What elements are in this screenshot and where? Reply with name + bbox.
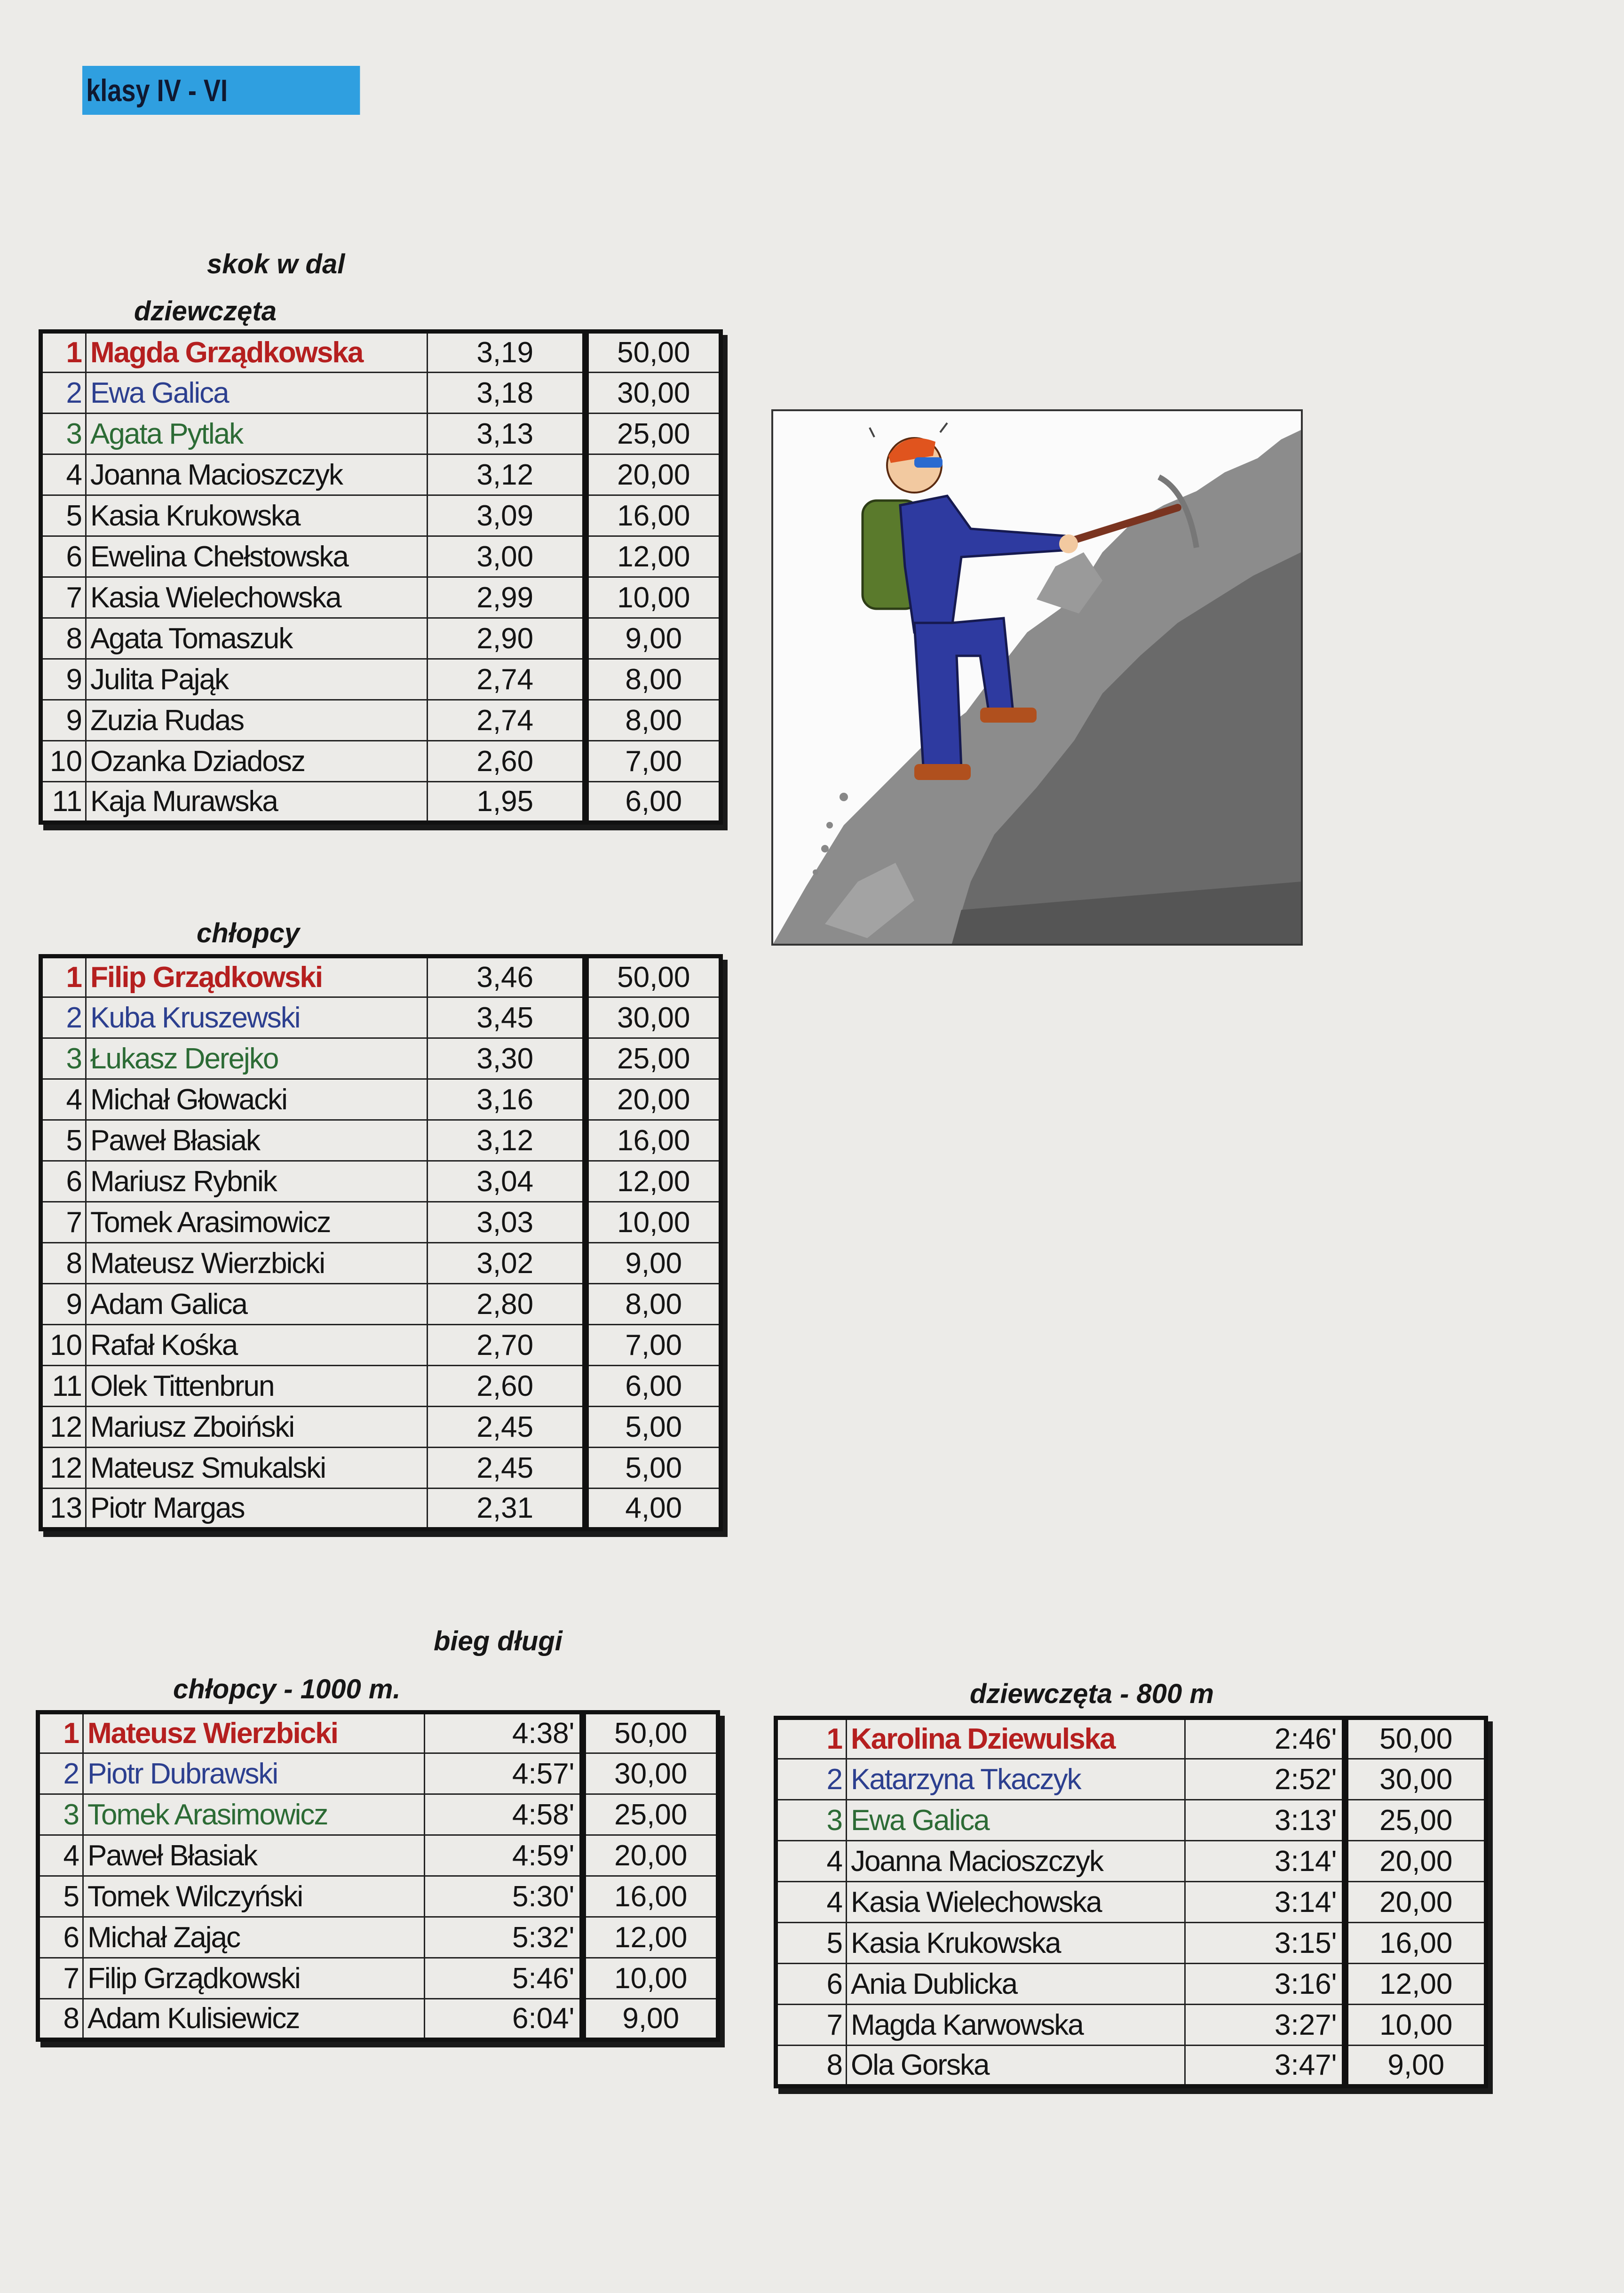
table-row xyxy=(41,1448,721,1489)
place-cell: 3 xyxy=(776,1800,847,1841)
table-row xyxy=(776,1759,1486,1800)
result-cell: 2,45 xyxy=(428,1407,586,1448)
points-cell: 4,00 xyxy=(586,1489,721,1529)
table-row xyxy=(38,1794,718,1835)
result-cell: 3,18 xyxy=(428,373,586,414)
points-cell: 10,00 xyxy=(1345,2005,1486,2046)
place-cell: 8 xyxy=(38,1999,83,2040)
table-row xyxy=(41,1407,721,1448)
name-cell: Joanna Macioszczyk xyxy=(86,454,428,495)
points-cell: 16,00 xyxy=(586,1120,721,1161)
table-row xyxy=(41,1079,721,1120)
name-cell: Kaja Murawska xyxy=(86,782,428,823)
points-cell: 16,00 xyxy=(1345,1923,1486,1964)
place-cell: 1 xyxy=(41,956,86,997)
result-cell: 4:57' xyxy=(425,1753,583,1794)
result-cell: 4:38' xyxy=(425,1712,583,1753)
place-cell: 1 xyxy=(776,1718,847,1759)
name-cell: Olek Tittenbrun xyxy=(86,1366,428,1407)
subtitle-girls-long-jump: dziewczęta xyxy=(134,296,277,326)
table-row xyxy=(776,1800,1486,1841)
result-cell: 2,80 xyxy=(428,1284,586,1325)
result-cell: 3,16 xyxy=(428,1079,586,1120)
place-cell: 2 xyxy=(41,373,86,414)
section-title-long-run: bieg długi xyxy=(434,1626,562,1656)
table-run-boys-1000m xyxy=(36,1710,720,2042)
table-row xyxy=(38,1712,718,1753)
name-cell: Filip Grządkowski xyxy=(86,956,428,997)
table-long-jump-boys xyxy=(39,954,723,1531)
name-cell: Karolina Dziewulska xyxy=(847,1718,1185,1759)
subtitle-boys-long-jump: chłopcy xyxy=(197,918,300,948)
table-row xyxy=(41,618,721,659)
result-cell: 3:14' xyxy=(1185,1841,1345,1882)
table-row xyxy=(41,414,721,454)
place-cell: 3 xyxy=(41,414,86,454)
table-row xyxy=(38,1753,718,1794)
points-cell: 20,00 xyxy=(1345,1841,1486,1882)
result-cell: 4:59' xyxy=(425,1835,583,1876)
table-row xyxy=(776,1964,1486,2005)
name-cell: Julita Pająk xyxy=(86,659,428,700)
result-cell: 2,60 xyxy=(428,1366,586,1407)
points-cell: 10,00 xyxy=(586,1202,721,1243)
place-cell: 9 xyxy=(41,659,86,700)
table-row xyxy=(38,1999,718,2040)
place-cell: 7 xyxy=(41,1202,86,1243)
points-cell: 6,00 xyxy=(586,782,721,823)
points-cell: 12,00 xyxy=(586,536,721,577)
place-cell: 2 xyxy=(38,1753,83,1794)
result-cell: 2,60 xyxy=(428,741,586,782)
points-cell: 12,00 xyxy=(583,1917,718,1958)
result-cell: 6:04' xyxy=(425,1999,583,2040)
points-cell: 9,00 xyxy=(586,618,721,659)
class-badge: klasy IV - VI xyxy=(82,66,360,115)
points-cell: 50,00 xyxy=(586,956,721,997)
name-cell: Paweł Błasiak xyxy=(83,1835,425,1876)
points-cell: 8,00 xyxy=(586,1284,721,1325)
table-row xyxy=(41,741,721,782)
points-cell: 50,00 xyxy=(583,1712,718,1753)
points-cell: 7,00 xyxy=(586,741,721,782)
name-cell: Mariusz Rybnik xyxy=(86,1161,428,1202)
result-cell: 3,13 xyxy=(428,414,586,454)
result-cell: 3:16' xyxy=(1185,1964,1345,2005)
name-cell: Zuzia Rudas xyxy=(86,700,428,741)
place-cell: 9 xyxy=(41,700,86,741)
table-row xyxy=(41,536,721,577)
subtitle-boys-1000m: chłopcy - 1000 m. xyxy=(173,1674,401,1704)
points-cell: 12,00 xyxy=(586,1161,721,1202)
result-cell: 2,99 xyxy=(428,577,586,618)
result-cell: 3,02 xyxy=(428,1243,586,1284)
table-row xyxy=(41,782,721,823)
table-row xyxy=(41,1489,721,1529)
table-row xyxy=(41,577,721,618)
place-cell: 5 xyxy=(41,495,86,536)
points-cell: 25,00 xyxy=(583,1794,718,1835)
place-cell: 10 xyxy=(41,1325,86,1366)
place-cell: 4 xyxy=(41,454,86,495)
name-cell: Tomek Arasimowicz xyxy=(86,1202,428,1243)
name-cell: Adam Galica xyxy=(86,1284,428,1325)
name-cell: Paweł Błasiak xyxy=(86,1120,428,1161)
table-row xyxy=(41,700,721,741)
result-cell: 3:13' xyxy=(1185,1800,1345,1841)
table-row xyxy=(38,1835,718,1876)
points-cell: 10,00 xyxy=(583,1958,718,1999)
table-row xyxy=(776,2005,1486,2046)
points-cell: 30,00 xyxy=(586,373,721,414)
result-cell: 3,00 xyxy=(428,536,586,577)
table-row xyxy=(41,997,721,1038)
place-cell: 4 xyxy=(38,1835,83,1876)
result-cell: 5:46' xyxy=(425,1958,583,1999)
name-cell: Mateusz Wierzbicki xyxy=(86,1243,428,1284)
result-cell: 3:47' xyxy=(1185,2046,1345,2086)
name-cell: Mariusz Zboiński xyxy=(86,1407,428,1448)
name-cell: Ewa Galica xyxy=(847,1800,1185,1841)
name-cell: Agata Pytlak xyxy=(86,414,428,454)
name-cell: Mateusz Smukalski xyxy=(86,1448,428,1489)
place-cell: 2 xyxy=(41,997,86,1038)
result-cell: 2:52' xyxy=(1185,1759,1345,1800)
name-cell: Ewa Galica xyxy=(86,373,428,414)
table-row xyxy=(41,956,721,997)
points-cell: 5,00 xyxy=(586,1407,721,1448)
place-cell: 6 xyxy=(776,1964,847,2005)
result-cell: 3:15' xyxy=(1185,1923,1345,1964)
result-cell: 3,09 xyxy=(428,495,586,536)
place-cell: 5 xyxy=(41,1120,86,1161)
points-cell: 20,00 xyxy=(583,1835,718,1876)
result-cell: 5:30' xyxy=(425,1876,583,1917)
result-cell: 1,95 xyxy=(428,782,586,823)
place-cell: 8 xyxy=(776,2046,847,2086)
points-cell: 30,00 xyxy=(1345,1759,1486,1800)
result-cell: 3:27' xyxy=(1185,2005,1345,2046)
table-row xyxy=(41,1325,721,1366)
place-cell: 11 xyxy=(41,1366,86,1407)
result-cell: 4:58' xyxy=(425,1794,583,1835)
name-cell: Filip Grządkowski xyxy=(83,1958,425,1999)
name-cell: Katarzyna Tkaczyk xyxy=(847,1759,1185,1800)
result-cell: 3,04 xyxy=(428,1161,586,1202)
points-cell: 9,00 xyxy=(583,1999,718,2040)
table-row xyxy=(41,1120,721,1161)
name-cell: Rafał Kośka xyxy=(86,1325,428,1366)
place-cell: 3 xyxy=(38,1794,83,1835)
result-cell: 2,70 xyxy=(428,1325,586,1366)
place-cell: 1 xyxy=(38,1712,83,1753)
place-cell: 7 xyxy=(776,2005,847,2046)
subtitle-girls-800m: dziewczęta - 800 m xyxy=(970,1679,1214,1709)
name-cell: Ewelina Chełstowska xyxy=(86,536,428,577)
result-cell: 3:14' xyxy=(1185,1882,1345,1923)
place-cell: 2 xyxy=(776,1759,847,1800)
result-cell: 3,12 xyxy=(428,1120,586,1161)
place-cell: 6 xyxy=(41,536,86,577)
name-cell: Kasia Wielechowska xyxy=(86,577,428,618)
table-row xyxy=(38,1876,718,1917)
result-cell: 2,90 xyxy=(428,618,586,659)
table-run-girls-800m xyxy=(774,1716,1488,2088)
points-cell: 10,00 xyxy=(586,577,721,618)
name-cell: Ania Dublicka xyxy=(847,1964,1185,2005)
name-cell: Ozanka Dziadosz xyxy=(86,741,428,782)
points-cell: 50,00 xyxy=(586,332,721,373)
name-cell: Magda Karwowska xyxy=(847,2005,1185,2046)
name-cell: Tomek Arasimowicz xyxy=(83,1794,425,1835)
place-cell: 13 xyxy=(41,1489,86,1529)
points-cell: 30,00 xyxy=(583,1753,718,1794)
table-row xyxy=(41,1284,721,1325)
result-cell: 2:46' xyxy=(1185,1718,1345,1759)
table-row xyxy=(41,1038,721,1079)
points-cell: 9,00 xyxy=(1345,2046,1486,2086)
place-cell: 12 xyxy=(41,1407,86,1448)
points-cell: 25,00 xyxy=(586,414,721,454)
result-cell: 2,31 xyxy=(428,1489,586,1529)
place-cell: 6 xyxy=(41,1161,86,1202)
points-cell: 25,00 xyxy=(1345,1800,1486,1841)
name-cell: Magda Grządkowska xyxy=(86,332,428,373)
points-cell: 6,00 xyxy=(586,1366,721,1407)
result-cell: 3,45 xyxy=(428,997,586,1038)
place-cell: 11 xyxy=(41,782,86,823)
name-cell: Piotr Margas xyxy=(86,1489,428,1529)
place-cell: 7 xyxy=(38,1958,83,1999)
name-cell: Michał Zając xyxy=(83,1917,425,1958)
mountain-climber-icon xyxy=(773,411,1301,944)
result-cell: 3,30 xyxy=(428,1038,586,1079)
mountain-climber-illustration xyxy=(771,409,1303,946)
place-cell: 12 xyxy=(41,1448,86,1489)
table-row xyxy=(41,373,721,414)
place-cell: 4 xyxy=(776,1882,847,1923)
name-cell: Joanna Macioszczyk xyxy=(847,1841,1185,1882)
name-cell: Kasia Krukowska xyxy=(847,1923,1185,1964)
points-cell: 50,00 xyxy=(1345,1718,1486,1759)
points-cell: 20,00 xyxy=(586,1079,721,1120)
table-row xyxy=(41,495,721,536)
points-cell: 30,00 xyxy=(586,997,721,1038)
table-row xyxy=(41,454,721,495)
result-cell: 2,45 xyxy=(428,1448,586,1489)
section-title-long-jump: skok w dal xyxy=(207,249,345,279)
name-cell: Michał Głowacki xyxy=(86,1079,428,1120)
place-cell: 8 xyxy=(41,618,86,659)
name-cell: Kuba Kruszewski xyxy=(86,997,428,1038)
points-cell: 25,00 xyxy=(586,1038,721,1079)
table-row xyxy=(41,1202,721,1243)
place-cell: 9 xyxy=(41,1284,86,1325)
name-cell: Tomek Wilczyński xyxy=(83,1876,425,1917)
name-cell: Kasia Krukowska xyxy=(86,495,428,536)
result-cell: 3,19 xyxy=(428,332,586,373)
points-cell: 5,00 xyxy=(586,1448,721,1489)
result-cell: 3,12 xyxy=(428,454,586,495)
points-cell: 7,00 xyxy=(586,1325,721,1366)
table-long-jump-girls xyxy=(39,329,723,825)
name-cell: Mateusz Wierzbicki xyxy=(83,1712,425,1753)
points-cell: 20,00 xyxy=(1345,1882,1486,1923)
table-row xyxy=(776,1718,1486,1759)
result-cell: 2,74 xyxy=(428,700,586,741)
points-cell: 20,00 xyxy=(586,454,721,495)
points-cell: 8,00 xyxy=(586,659,721,700)
table-row xyxy=(41,1161,721,1202)
name-cell: Agata Tomaszuk xyxy=(86,618,428,659)
table-row xyxy=(776,1882,1486,1923)
place-cell: 5 xyxy=(776,1923,847,1964)
result-cell: 3,46 xyxy=(428,956,586,997)
points-cell: 8,00 xyxy=(586,700,721,741)
name-cell: Adam Kulisiewicz xyxy=(83,1999,425,2040)
table-row xyxy=(41,332,721,373)
name-cell: Piotr Dubrawski xyxy=(83,1753,425,1794)
table-row xyxy=(776,1923,1486,1964)
result-cell: 3,03 xyxy=(428,1202,586,1243)
place-cell: 7 xyxy=(41,577,86,618)
result-cell: 5:32' xyxy=(425,1917,583,1958)
table-row xyxy=(38,1917,718,1958)
points-cell: 9,00 xyxy=(586,1243,721,1284)
result-cell: 2,74 xyxy=(428,659,586,700)
place-cell: 4 xyxy=(776,1841,847,1882)
place-cell: 10 xyxy=(41,741,86,782)
name-cell: Łukasz Derejko xyxy=(86,1038,428,1079)
place-cell: 1 xyxy=(41,332,86,373)
table-row xyxy=(41,1243,721,1284)
table-row xyxy=(38,1958,718,1999)
table-row xyxy=(776,1841,1486,1882)
points-cell: 16,00 xyxy=(586,495,721,536)
place-cell: 8 xyxy=(41,1243,86,1284)
place-cell: 4 xyxy=(41,1079,86,1120)
table-row xyxy=(41,659,721,700)
name-cell: Kasia Wielechowska xyxy=(847,1882,1185,1923)
place-cell: 6 xyxy=(38,1917,83,1958)
name-cell: Ola Gorska xyxy=(847,2046,1185,2086)
table-row xyxy=(776,2046,1486,2086)
place-cell: 3 xyxy=(41,1038,86,1079)
points-cell: 12,00 xyxy=(1345,1964,1486,2005)
place-cell: 5 xyxy=(38,1876,83,1917)
points-cell: 16,00 xyxy=(583,1876,718,1917)
table-row xyxy=(41,1366,721,1407)
